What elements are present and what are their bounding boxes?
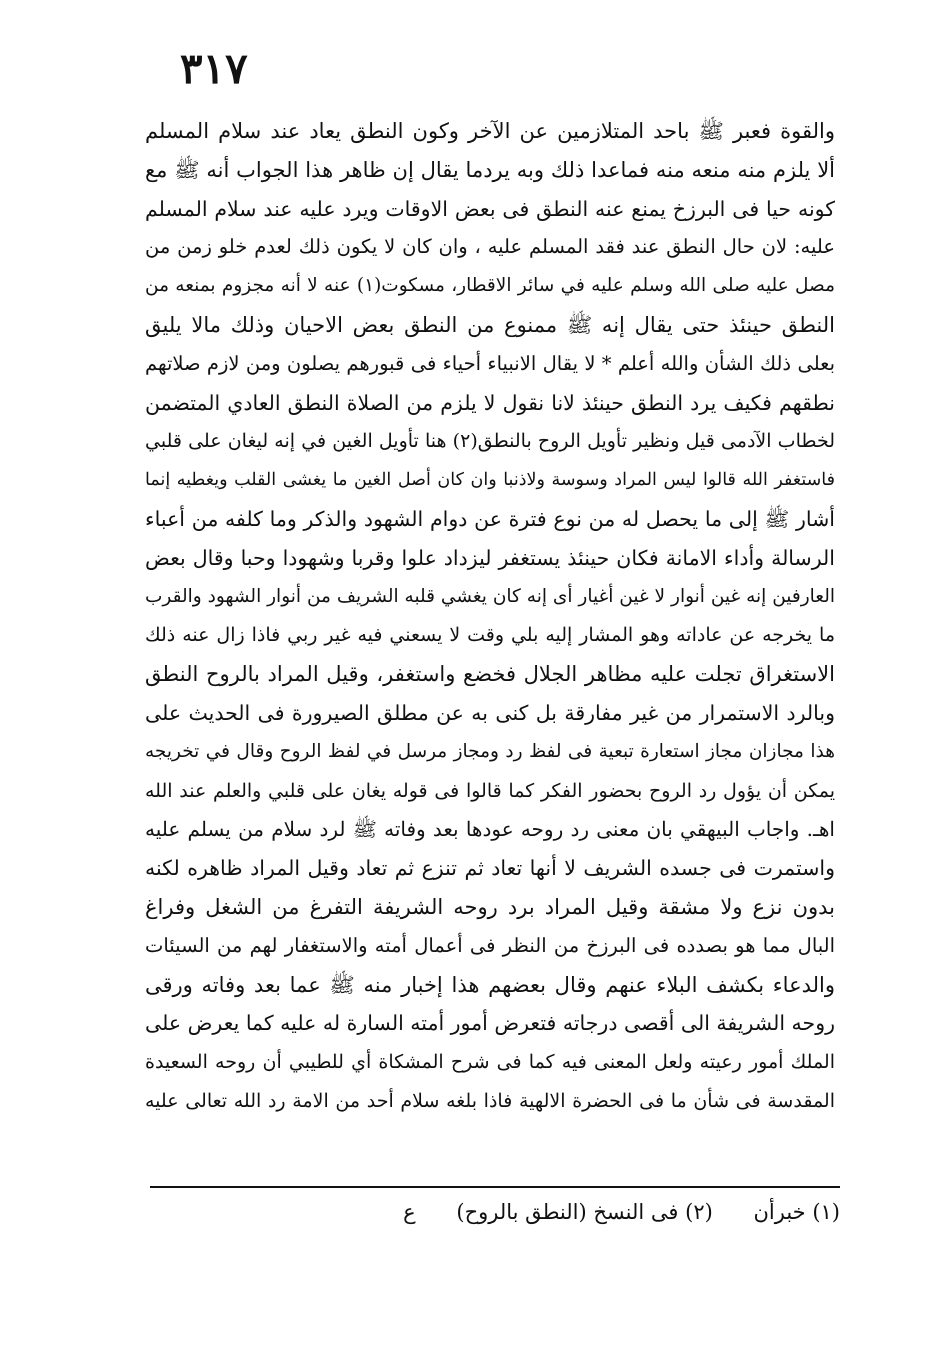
text-line: روحه الشريفة الى أقصى درجاته فتعرض أمور أمته السارة له عليه كما يعرض على bbox=[145, 1011, 835, 1036]
text-line: الرسالة وأداء الامانة فكان حينئذ يستغفر ليزداد علوا وقربا وشهودا وحبا وقال بعض bbox=[145, 545, 835, 570]
text-line: العارفين إنه غين أنوار لا غين أغيار أى إنه كان يغشي قلبه الشريف من أنوار الشهود والقرب bbox=[145, 585, 835, 607]
text-line: وبالرد الاستمرار من غير مفارقة بل كنى به عن مطلق الصيرورة فى الحديث على bbox=[145, 700, 835, 725]
text-line: المقدسة فى شأن ما فى الحضرة الالهية فاذا بلغه سلام أحد من الامة رد الله تعالى عليه bbox=[145, 1089, 835, 1112]
footnote-1: (١) خبرأن bbox=[753, 1200, 840, 1224]
text-line: البال مما هو بصدده فى البرزخ من النظر فى أعمال أمته والاستغفار لهم من السيئات bbox=[145, 933, 835, 957]
text-line: الاستغراق تجلت عليه مظاهر الجلال فخضع واستغفر، وقيل المراد بالروح النطق bbox=[145, 662, 835, 687]
text-line: الملك أمور رعيته ولعل المعنى فيه كما فى شرح المشكاة أي للطيبي أن روحه السعيدة bbox=[145, 1051, 835, 1074]
text-line: لخطاب الآدمى قيل ونظير تأويل الروح بالنطق(٢) هنا تأويل الغين في إنه ليغان على قلبي bbox=[145, 430, 835, 453]
text-line: مصل عليه صلى الله وسلم عليه في سائر الاقطار، مسكوت(١) عنه لا أنه مجزوم بمنعه من bbox=[145, 275, 835, 297]
text-line: بعلى ذلك الشأن والله أعلم * لا يقال الانبياء أحياء فى قبورهم يصلون ومن لازم صلاتهم bbox=[145, 351, 835, 375]
page-number: ٣١٧ bbox=[180, 44, 248, 93]
text-line: واستمرت فى جسده الشريف لا أنها تعاد ثم تنزع ثم تعاد وقيل المراد ظاهره لكنه bbox=[145, 856, 835, 881]
text-line: كونه حيا فى البرزخ يمنع عنه النطق فى بعض الاوقات ويرد عليه عند سلام المسلم bbox=[145, 196, 835, 221]
text-line: هذا مجازان مجاز استعارة تبعية فى لفظ رد ومجاز مرسل في لفظ الروح وقال في تخريجه bbox=[145, 740, 835, 762]
text-line: أشار ﷺ إلى ما يحصل له من نوع فترة عن دوام الشهود والذكر وما كلفه من أعباء bbox=[145, 506, 835, 531]
footnotes bbox=[150, 1192, 840, 1232]
text-line: اهـ. واجاب البيهقي بان معنى رد روحه عودها بعد وفاته ﷺ لرد سلام من يسلم عليه bbox=[145, 817, 835, 842]
text-line: ألا يلزم منه منعه منه فماعدا ذلك وبه يردما يقال إن ظاهر هذا الجواب أنه ﷺ مع bbox=[145, 157, 835, 182]
footnote-mark: ع bbox=[403, 1200, 416, 1224]
text-line: عليه: لان حال النطق عند فقد المسلم عليه ، وان كان لا يكون ذلك لعدم خلو زمن من bbox=[145, 235, 835, 259]
text-line: والقوة فعبر ﷺ باحد المتلازمين عن الآخر وكون النطق يعاد عند سلام المسلم bbox=[145, 119, 835, 143]
text-line: نطقهم فكيف يرد النطق حينئذ لانا نقول لا يلزم من الصلاة النطق العادي المتضمن bbox=[145, 390, 835, 415]
text-line: النطق حينئذ حتى يقال إنه ﷺ ممنوع من النطق بعض الاحيان وذلك مالا يليق bbox=[145, 312, 835, 337]
body-text bbox=[145, 112, 835, 1121]
text-line: والدعاء بكشف البلاء عنهم وقال بعضهم هذا إخبار منه ﷺ عما بعد وفاته ورقى bbox=[145, 972, 835, 997]
footnote-2: (٢) فى النسخ (النطق بالروح) bbox=[456, 1200, 713, 1224]
text-line: بدون نزع ولا مشقة وقيل المراد برد روحه الشريفة التفرغ من الشغل وفراغ bbox=[145, 894, 835, 919]
text-line: ما يخرجه عن عاداته وهو المشار إليه بلي وقت لا يسعني فيه غير ربي فاذا زال عنه ذلك bbox=[145, 624, 835, 647]
text-line: فاستغفر الله قالوا ليس المراد وسوسة ولاذنبا وان كان أصل الغين ما يغشى القلب ويغطيه إنما bbox=[145, 470, 835, 491]
footnote-divider bbox=[150, 1186, 840, 1188]
text-line: يمكن أن يؤول رد الروح بحضور الفكر كما قالوا فى قوله يغان على قلبي والعلم عند الله bbox=[145, 779, 835, 802]
